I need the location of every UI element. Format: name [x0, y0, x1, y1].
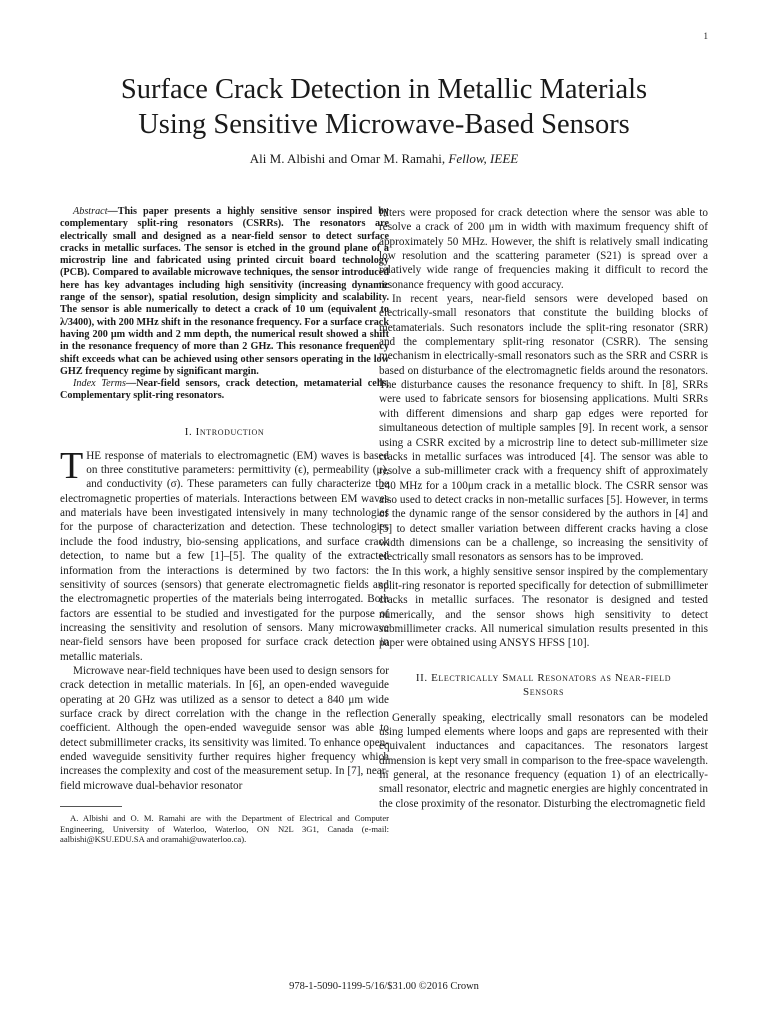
- right-paragraph-3: In this work, a highly sensitive sensor inspired by the complementary split-ring resonator is reported specifically for detection of submillimeter cracks in metallic surfaces. The resonator is designed and tested numerically, and the sensor shows high sensitivity to detect submillimeter cracks. All numerical simulation results presented in this paper were obtained using ANSYS HFSS [10].: [379, 565, 708, 650]
- index-terms-lead: Index Terms: [73, 378, 126, 390]
- right-paragraph-4: Generally speaking, electrically small resonators can be modeled using lumped elements where loops and gaps are represented with their equivalent inductances and capacitances. The resonators largest dimension is kept very small in comparison to the free-space wavelength. In general, at the resonance frequency (equation 1) of an electrically-small resonator, electric and magnetic energies are highly concentrated in the close proximity of the resonator. Disturbing the electromagnetic field: [379, 711, 709, 810]
- footnote-divider: [60, 806, 122, 807]
- page-number: 1: [703, 31, 708, 41]
- section-2-heading: [379, 671, 708, 699]
- abstract: [60, 206, 389, 378]
- index-terms-text: —Near-field sensors, crack detection, metamaterial cells, Complementary split-ring resonators.: [60, 378, 389, 402]
- intro-paragraph-2: Microwave near-field techniques have been used to design sensors for crack detection in metallic materials. In [6], an open-ended waveguide operating at 20 GHz was utilized as a sensor to detect a 840 μm wide surface crack by direct correlation with the change in the reflection coefficient. Although the open-ended waveguide sensor was able to detect submillimeter cracks, its sensitivity was limited. To enhance open-ended waveguide sensitivity further requires higher frequency which increases the complexity and cost of the measurement setup. In [7], near-field microwave dual-behavior resonator: [60, 664, 389, 792]
- drop-cap: T: [60, 444, 84, 487]
- author-title: Fellow, IEEE: [448, 151, 519, 166]
- abstract-text: —This paper presents a highly sensitive sensor inspired by complementary split-ring resonators (CSRRs). The resonators are electrically small and designed as a near-field sensor to detect surface cracks in metallic surfaces. The sensor is etched in the ground plane of a microstrip line and fabricated using printed circuit board technology (PCB). Compared to available microwave techniques, the sensor introduced here has key advantages including high sensitivity (increasing dynamic range of the sensor), spatial resolution, design simplicity and scalability. The sensor is able numerically to detect a crack of 10 um (equivalent to λ/3400), with 200 MHz shift in the resonance frequency. For a surface crack having 200 μm width and 2 mm depth, the numerical result showed a shift in the resonance frequency of more than 2 GHz. This resonance frequency shift exceeds what can be achieved using other sensors operating in the low GHZ frequency regime by significant margin.: [60, 206, 389, 377]
- paper-title: [40, 72, 728, 142]
- abstract-lead: Abstract: [73, 206, 108, 217]
- title-line-2: Using Sensitive Microwave-Based Sensors: [138, 109, 630, 140]
- intro-paragraph-1: [60, 444, 389, 664]
- intro-paragraph-1-text: HE response of materials to electromagnetic (EM) waves is based on three constitutive parameters: permittivity (ϵ), permeability (μ), and conductivity (σ). These parameters can fully characterize the electromagnetic properties of materials. Interactions between EM waves and materials have been investigated intensively in many technologies for the purpose of characterization and detection. These technologies include the food industry, bio-sensing applications, and surface crack detection, to name but a few [1]–[5]. The quality of the extracted information from the interactions is determined by two factors: the sensitivity of sources (sensors) that generate electromagnetic fields and the electromagnetic properties of the materials being interrogated. Both factors are essential to be studied and investigated for the purpose of increasing the sensitivity and resolution of sensors. Many microwave near-field sensors have been proposed for surface crack detection in metallic materials.: [60, 449, 389, 663]
- section-2-heading-line-1: II. Electrically Small Resonators as Near-field: [415, 671, 672, 684]
- section-1-heading: I. Introduction: [184, 425, 265, 438]
- page-footer: 978-1-5090-1199-5/16/$31.00 ©2016 Crown: [289, 981, 479, 992]
- authors: [40, 151, 728, 167]
- right-column: [379, 206, 708, 811]
- index-terms: [60, 378, 389, 403]
- section-2-heading-line-2: Sensors: [523, 685, 564, 698]
- right-paragraph-2: In recent years, near-field sensors were developed based on electrically-small resonators that constitute the building blocks of metamaterials. Such resonators include the split-ring resonator (SRR) and the complementary split-ring resonator (CSRR). The sensing mechanism in electrically-small resonators such as the SRR and CSRR is based on disturbance of the electromagnetic fields around the resonators. The disturbance causes the resonance frequency to shift. In [8], SRRs were used to fabricate sensors for biosensing applications. Multi SRRs with different dimensions and sharp gap edges were reported for simultaneous detection of multiple samples [9]. In recent work, a sensor using a CSRR excited by a microstrip line to detect sub-millimeter size cracks in metallic surfaces was introduced [4]. The sensor was able to resolve a sub-millimeter crack with a frequency shift of approximately 240 MHz for a 100μm crack in a metallic block. The CSRR sensor was also used to detect cracks in non-metallic surfaces [5]. However, in terms of the dynamic range of the sensor considered by the authors in [4] and [5] to detect smaller variation between different cracks having a close width dimensions can be a challenge, so increasing the sensitivity of electrically small resonators as sensors has to be improved.: [379, 293, 708, 564]
- right-paragraph-1: filters were proposed for crack detection where the sensor was able to resolve a crack of 200 μm in width with maximum frequency shift of approximately 50 MHz. However, the shift is relatively small indicating low resolution and the scattering parameter (S21) is spread over a relatively wide range of frequencies making it difficult to record the resonance frequency with good accuracy.: [379, 207, 708, 291]
- author-footnote: A. Albishi and O. M. Ramahi are with the Department of Electrical and Computer Engineering, University of Waterloo, Waterloo, ON N2L 3G1, Canada (e-mail: aalbishi@KSU.EDU.SA and oramahi@uwaterloo.ca).: [60, 813, 389, 845]
- title-line-1: Surface Crack Detection in Metallic Materials: [120, 74, 648, 105]
- author-names: Ali M. Albishi and Omar M. Ramahi,: [249, 151, 446, 166]
- left-column: [60, 206, 389, 845]
